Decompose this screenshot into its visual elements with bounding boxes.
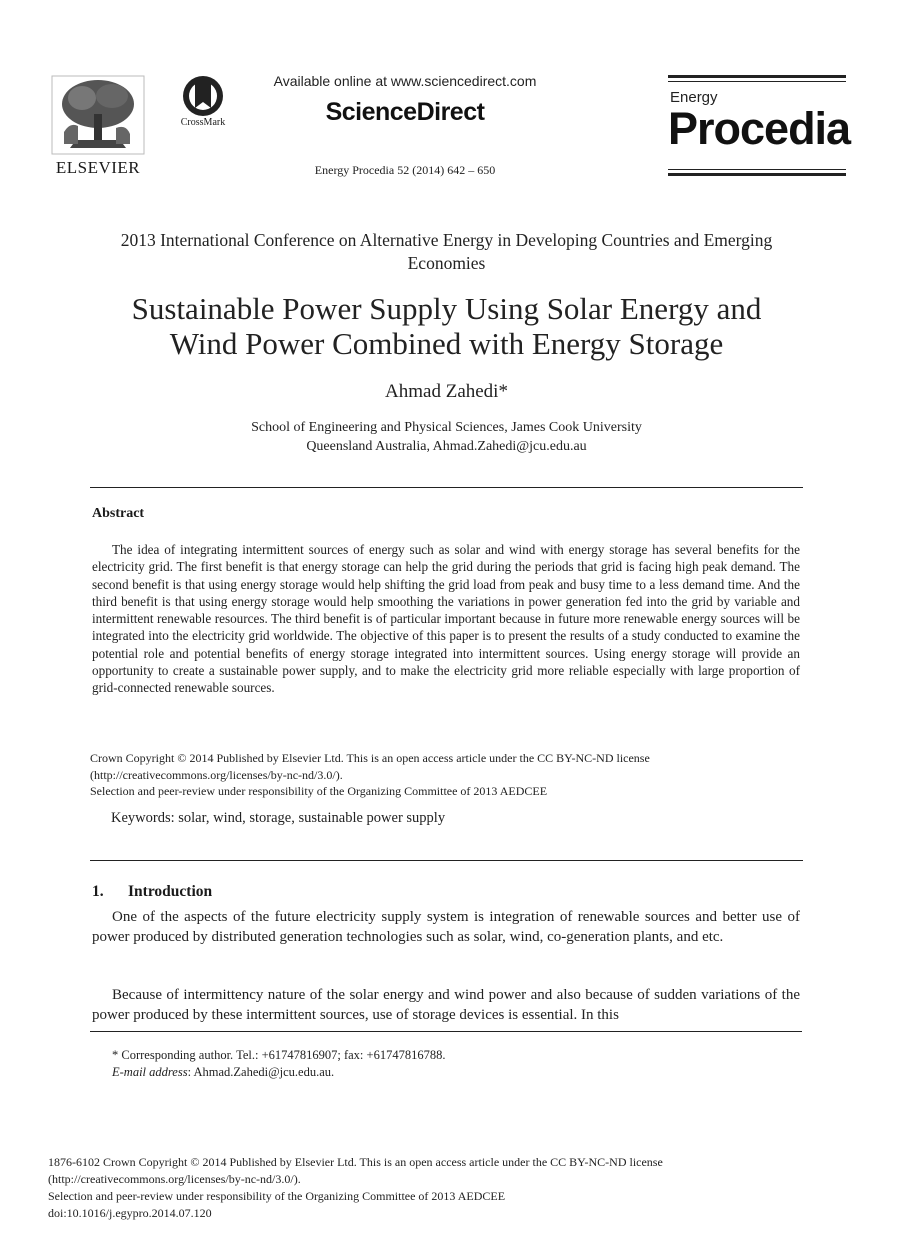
intro-top-divider [90,860,803,861]
available-online-text: Available online at www.sciencedirect.com [273,73,537,89]
affiliation-line-1: School of Engineering and Physical Sciences, James Cook University [251,420,642,435]
affiliation [90,418,803,456]
crossmark-badge[interactable] [172,74,234,132]
abstract-heading: Abstract [92,506,145,521]
copyright-notice [90,750,803,800]
procedia-top-rule [668,75,846,78]
copyright-line-3: Selection and peer-review under responsibility of the Organizing Committee of 2013 AEDCEE [90,784,548,798]
section-heading-introduction [92,883,212,901]
page-footer [48,1154,808,1222]
sciencedirect-logo: ScienceDirect [325,98,485,126]
procedia-bottom-rule [668,173,846,176]
footer-license-link[interactable]: (http://creativecommons.org/licenses/by-nc-nd/3.0/). [48,1172,301,1186]
crossmark-icon [181,74,225,118]
intro-paragraph-1: One of the aspects of the future electricity supply system is integration of renewable sources and better use of power produced by distributed generation technologies such as solar, wind, co-generation plants, and etc. [92,909,800,945]
footer-review-line: Selection and peer-review under responsibility of the Organizing Committee of 2013 AEDCEE [48,1189,506,1203]
procedia-prefix: Energy [670,89,718,106]
email-note [112,1064,802,1081]
author-name: Ahmad Zahedi* [385,381,508,402]
email-label: E-mail address [112,1065,188,1079]
elsevier-tree-icon [50,74,146,156]
abstract-top-divider [90,487,803,488]
procedia-bottom-rule-thin [668,169,846,170]
elsevier-logo [50,74,146,178]
conference-name: 2013 International Conference on Alternative Energy in Developing Countries and Emerging Economies [120,230,773,273]
energy-procedia-logo [668,75,851,177]
abstract-text: The idea of integrating intermittent sources of energy such as solar and wind with energy storage has several benefits for the electricity grid. The first benefit is that energy storage can help the grid during the periods that grid is facing high peak demand. The second benefit is that using energy storage would help shifting the grid load from peak and busy time to a less demand time. And the third benefit is that using energy storage would help smoothing the variations in power generation fed into the grid by variable and intermittent renewable resources. The third benefit is of particular important because in future more renewable energy sources will be integrated into the electricity grid worldwide. The objective of this paper is to present the results of a study conducted to examine the potential role and potential benefits of energy storage integrated into intermittent sources. Using energy storage will provide an opportunity to create a sustainable power supply, and to make the electricity grid more reliable especially with large proportion of grid-connected renewable sources. [92,542,800,696]
publisher-name: ELSEVIER [55,158,141,177]
crossmark-label: CrossMark [180,117,226,128]
journal-reference: Energy Procedia 52 (2014) 642 – 650 [314,163,496,177]
corresponding-author-note: * Corresponding author. Tel.: +61747816907; fax: +61747816788. [112,1048,446,1062]
copyright-line-1: Crown Copyright © 2014 Published by Elsevier Ltd. This is an open access article under the CC BY-NC-ND license [90,751,650,765]
paper-title [60,291,833,361]
intro-paragraph-2: Because of intermittency nature of the solar energy and wind power and also because of sudden variations of the power produced by these intermittent sources, use of storage devices is essential. In this [92,987,800,1023]
footnote-divider [90,1031,802,1032]
license-link[interactable]: (http://creativecommons.org/licenses/by-nc-nd/3.0/). [90,767,343,782]
doi[interactable]: doi:10.1016/j.egypro.2014.07.120 [48,1206,212,1220]
procedia-top-rule-thin [668,81,846,82]
section-number: 1. [92,883,104,900]
paper-title-line-1: Sustainable Power Supply Using Solar Energy and [131,291,762,326]
footer-copyright-line-1: 1876-6102 Crown Copyright © 2014 Published by Elsevier Ltd. This is an open access article under the CC BY-NC-ND license [48,1155,663,1169]
keywords: Keywords: solar, wind, storage, sustainable power supply [111,810,446,826]
section-title: Introduction [128,883,213,900]
footnote [112,1047,802,1081]
email-address: : Ahmad.Zahedi@jcu.edu.au. [187,1065,335,1079]
procedia-name: Procedia [668,103,851,154]
paper-title-line-2: Wind Power Combined with Energy Storage [169,326,724,361]
affiliation-line-2: Queensland Australia, Ahmad.Zahedi@jcu.edu.au [306,439,587,454]
